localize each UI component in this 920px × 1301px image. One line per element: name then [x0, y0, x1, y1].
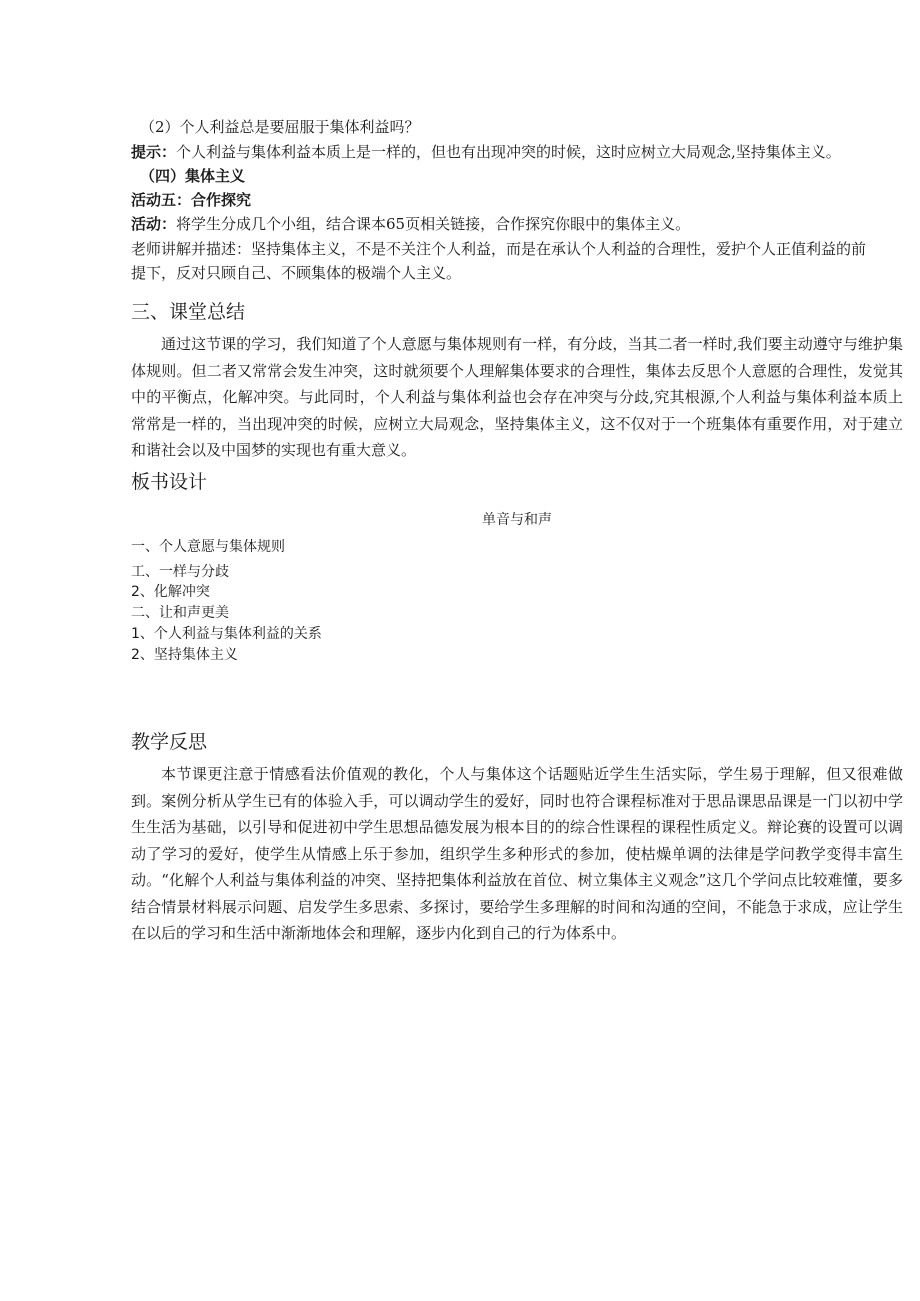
teacher-explain-line-1: 老师讲解并描述：坚持集体主义，不是不关注个人利益，而是在承认个人利益的合理性，爱护个人正值利益的前	[131, 240, 867, 258]
hint-line	[131, 141, 841, 163]
activity-line	[131, 213, 690, 235]
teacher-explain-line-2: 提下，反对只顾自己、不顾集体的极端个人主义。	[131, 264, 462, 282]
board-item-6: 2、坚持集体主义	[131, 647, 238, 663]
board-item-1: 一、个人意愿与集体规则	[131, 539, 285, 555]
hint-label: 提示：	[131, 143, 177, 161]
board-item-4: 二、让和声更美	[131, 605, 229, 621]
board-design-heading: 板书设计	[131, 471, 208, 493]
activity-label: 活动：	[131, 215, 177, 233]
activity-five-title: 活动五：合作探究	[131, 191, 252, 209]
board-item-3: 2、化解冲突	[131, 584, 210, 600]
hint-text: 个人利益与集体利益本质上是一样的，但也有出现冲突的时候，这时应树立大局观念,坚持集体主义。	[176, 143, 841, 161]
section-four-title: （四）集体主义	[140, 167, 246, 185]
reflection-heading: 教学反思	[131, 731, 208, 753]
board-title: 单音与和声	[482, 512, 552, 528]
activity-text: 将学生分成几个小组，结合课本65页相关链接，合作探究你眼中的集体主义。	[176, 215, 691, 233]
summary-heading: 三、课堂总结	[131, 301, 246, 323]
reflection-paragraph: 本节课更注意于情感看法价值观的教化，个人与集体这个话题贴近学生生活实际，学生易于理解，但又很难做到。案例分析从学生已有的体验入手，可以调动学生的爱好，同时也符合课程标准对于思品课思品课是一门以初中学生生活为基础，以引导和促进初中学生思想品德发展为根本目的的综合性课程的课程性质定义。辩论赛的设置可以调动了学习的爱好，使学生从情感上乐于参加，组织学生多种形式的参加，使枯燥单调的法律是学问教学变得丰富生动。“化解个人利益与集体利益的冲突、坚持把集体利益放在首位、树立集体主义观念”这几个学问点比较难懂，要多结合情景材料展示问题、启发学生多思索、多探讨，要给学生多理解的时间和沟通的空间，不能急于求成，应让学生在以后的学习和生活中渐渐地体会和理解，逐步内化到自己的行为体系中。	[131, 765, 903, 942]
question-2: （2）个人利益总是要屈服于集体利益吗？	[140, 118, 420, 136]
board-item-5: 1、个人利益与集体利益的关系	[131, 626, 322, 642]
board-item-2: 工、一样与分歧	[131, 564, 229, 580]
summary-paragraph: 通过这节课的学习，我们知道了个人意愿与集体规则有一样，有分歧，当其二者一样时,我们要主动遵守与维护集体规则。但二者又常常会发生冲突，这时就须要个人理解集体要求的合理性，集体去反思个人意愿的合理性，发觉其中的平衡点，化解冲突。与此同时，个人利益与集体利益也会存在冲突与分歧,究其根源,个人利益与集体利益本质上常常是一样的，当出现冲突的时候，应树立大局观念，坚持集体主义，这不仅对于一个班集体有重要作用，对于建立和谐社会以及中国梦的实现也有重大意义。	[131, 335, 903, 459]
